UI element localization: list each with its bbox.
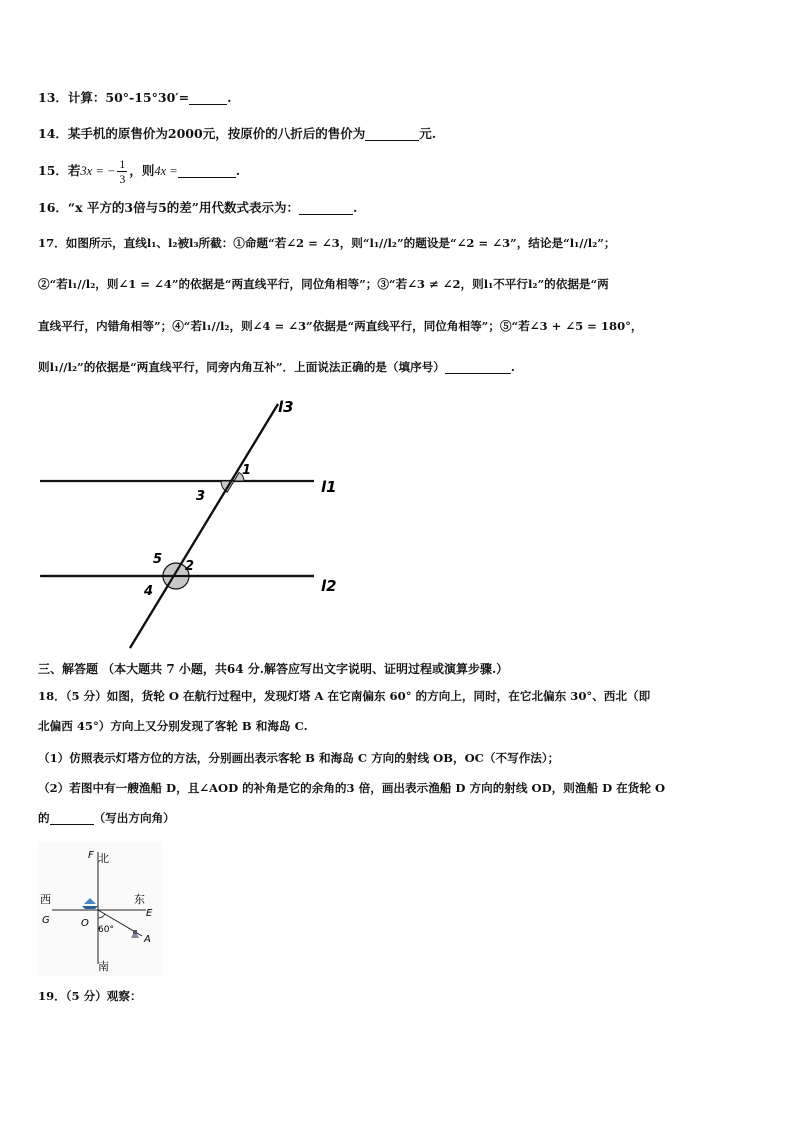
compass-figure: [38, 842, 162, 976]
q14-text: 某手机的原售价为2000元，按原价的八折后的售价为: [67, 126, 366, 141]
q18-answer-blank[interactable]: [50, 810, 94, 825]
q17-line-2-text: ②“若l₁//l₂，则∠1 = ∠4”的依据是“两直线平行，同位角相等”；③“若∠3 ≠ ∠2，则l₁不平行l₂”的依据是“两: [38, 277, 609, 291]
q16-answer-blank[interactable]: [299, 200, 353, 215]
label-angle-4: 4: [144, 584, 154, 599]
question-13: [38, 88, 762, 108]
q17-line-1-text: 17．如图所示，直线l₁、l₂被l₃所截：①命题“若∠2 = ∠3，则“l₁//l₂”的题设是“∠2 = ∠3”，结论是“l₁//l₂”；: [38, 236, 616, 250]
q17-answer-blank[interactable]: [445, 359, 511, 374]
question-18-line-2: [38, 716, 762, 736]
question-16: [38, 198, 762, 218]
q17-line-4-text: 则l₁//l₂”的依据是“两直线平行，同旁内角互补”．上面说法正确的是（填序号）: [38, 360, 445, 374]
q17-end: .: [510, 360, 515, 374]
q13-number: 13．: [38, 90, 68, 105]
q14-answer-blank[interactable]: [365, 126, 419, 141]
q19-text: 19．（5 分）观察：: [38, 989, 142, 1003]
q14-number: 14．: [38, 126, 68, 141]
q15-number: 15．: [38, 163, 68, 178]
question-17-line-3: [38, 316, 762, 336]
question-15: [38, 156, 762, 192]
question-18-part-2: [38, 778, 762, 798]
label-E: E: [146, 908, 153, 919]
q15-mid: ，则: [129, 163, 155, 178]
label-angle-2: 2: [185, 559, 195, 574]
question-17-line-1: [38, 233, 762, 253]
question-18-line-1: [38, 686, 762, 706]
q15-prefix: 若: [67, 163, 81, 178]
q13-text: 计算：50°-15°30′=: [67, 90, 190, 105]
question-18-part-2-answer: [38, 808, 762, 828]
q13-end: .: [227, 90, 232, 105]
label-angle-3: 3: [196, 489, 206, 504]
question-17-line-4: [38, 357, 762, 377]
section-3-heading: [38, 659, 762, 679]
label-north: 北: [98, 852, 109, 865]
q18-line-2-text: 北偏西 45°）方向上又分别发现了客轮 B 和海岛 C.: [38, 719, 308, 733]
q15-fraction: [117, 157, 127, 186]
label-west: 西: [40, 893, 51, 906]
label-l2: l2: [321, 577, 337, 595]
q16-end: .: [353, 200, 358, 215]
label-l1: l1: [321, 478, 337, 496]
label-angle-5: 5: [153, 552, 163, 567]
q18-part-1-text: （1）仿照表示灯塔方位的方法，分别画出表示客轮 B 和海岛 C 方向的射线 OB，OC（不写作法）；: [38, 751, 560, 765]
q16-number: 16．: [38, 200, 68, 215]
q15-denominator: 3: [119, 172, 126, 186]
question-17-line-2: [38, 274, 762, 294]
label-east: 东: [134, 893, 145, 906]
q18-part-2-prefix: 的: [38, 811, 50, 825]
q15-end: .: [235, 163, 241, 178]
q18-line-1-text: 18．（5 分）如图，货轮 O 在航行过程中，发现灯塔 A 在它南偏东 60° 的方向上，同时，在它北偏东 30°、西北（即: [38, 689, 651, 703]
q15-numerator: 1: [119, 157, 126, 171]
label-G: G: [42, 915, 50, 926]
question-14: [38, 124, 762, 144]
label-A: A: [144, 934, 151, 945]
label-angle-1: 1: [242, 463, 252, 478]
label-60-degrees: 60°: [98, 925, 114, 935]
parallel-lines-figure: [30, 392, 350, 654]
question-19: [38, 986, 762, 1006]
q18-part-2-suffix: （写出方向角）: [93, 811, 175, 825]
section-3-heading-text: 三、解答题 （本大题共 7 小题，共64 分.解答应写出文字说明、证明过程或演算步骤.）: [38, 662, 509, 676]
line-l3-overlay: [130, 404, 278, 648]
q16-text: “x 平方的3倍与5的差”用代数式表示为：: [67, 200, 299, 215]
q15-answer-blank[interactable]: [178, 163, 236, 178]
label-F: F: [88, 850, 94, 861]
q15-rhs: 4x =: [154, 164, 178, 178]
q17-line-3-text: 直线平行，内错角相等”；④“若l₁//l₂，则∠4 = ∠3”依据是“两直线平行，同位角相等”；⑤“若∠3 + ∠5 = 180°，: [38, 319, 643, 333]
q15-lhs: 3x = −: [80, 164, 116, 178]
label-O: O: [81, 918, 89, 929]
q14-end: 元.: [419, 126, 437, 141]
question-18-part-1: [38, 748, 762, 768]
q13-answer-blank[interactable]: [189, 90, 227, 105]
q18-part-2-text: （2）若图中有一艘渔船 D，且∠AOD 的补角是它的余角的3 倍，画出表示渔船 D 方向的射线 OD，则渔船 D 在货轮 O: [38, 781, 666, 795]
label-south: 南: [98, 960, 109, 973]
label-l3: l3: [278, 398, 294, 416]
